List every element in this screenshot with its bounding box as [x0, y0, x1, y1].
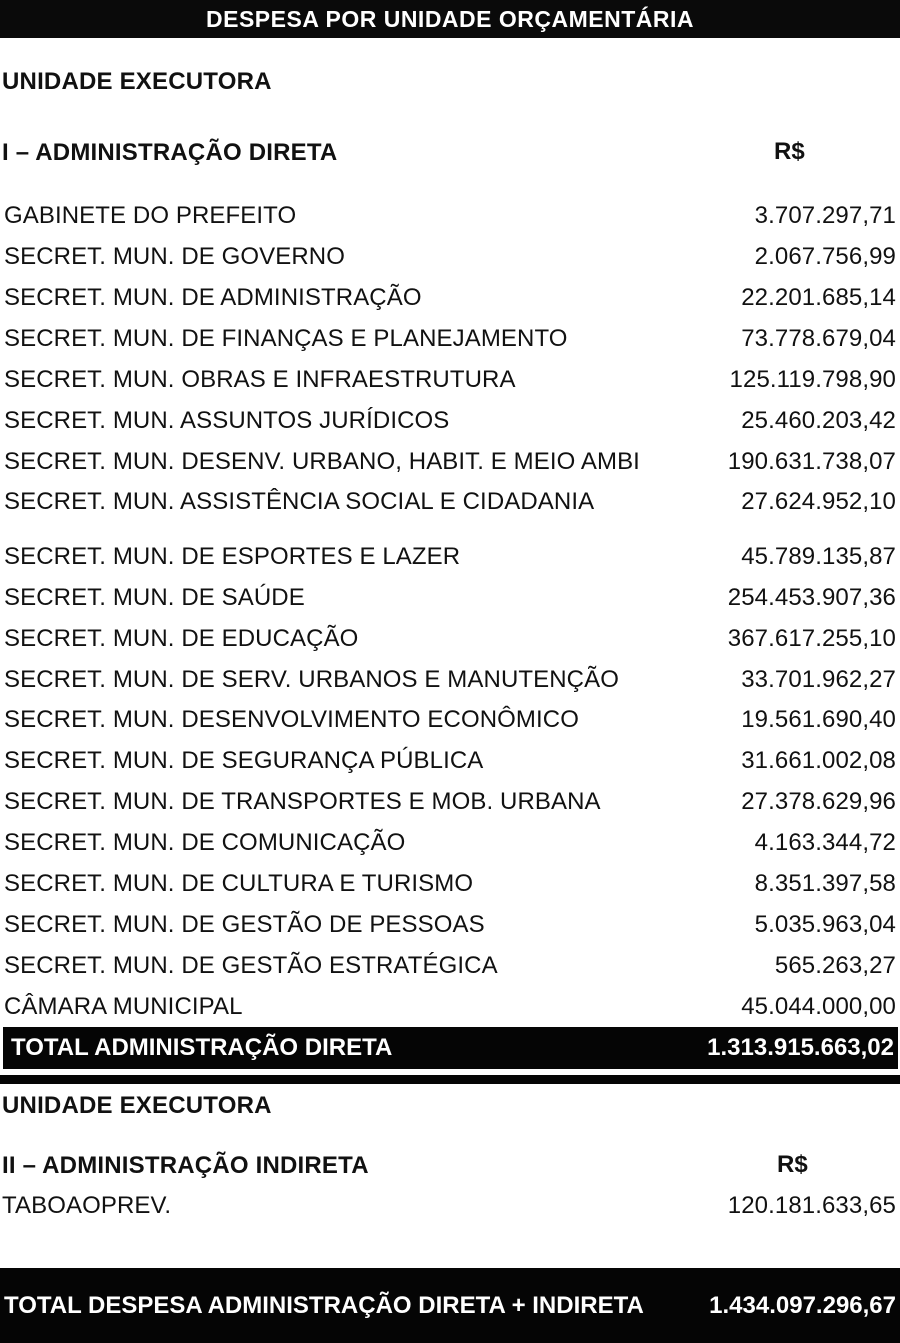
total-direct-label: TOTAL ADMINISTRAÇÃO DIRETA: [11, 1034, 393, 1061]
unit-value: 565.263,27: [774, 952, 896, 979]
unit-value: 73.778.679,04: [741, 325, 896, 352]
table-row: [4, 278, 896, 318]
unit-name: SECRET. MUN. ASSUNTOS JURÍDICOS: [4, 407, 450, 434]
unit-value: 2.067.756,99: [754, 243, 896, 270]
unit-name: SECRET. MUN. DE SAÚDE: [4, 584, 305, 611]
unit-value: 19.561.690,40: [741, 706, 896, 733]
total-direct-bar: [3, 1027, 898, 1069]
table-row: [4, 700, 896, 740]
unit-value: 3.707.297,71: [754, 202, 896, 229]
unit-name: GABINETE DO PREFEITO: [4, 202, 297, 229]
table-row: [4, 946, 896, 986]
grand-total-bar: [0, 1268, 900, 1343]
unit-name: SECRET. MUN. DE COMUNICAÇÃO: [4, 829, 406, 856]
table-row: [4, 196, 896, 236]
table-row: [4, 401, 896, 441]
unit-value: 5.035.963,04: [754, 911, 896, 938]
table-row: [4, 905, 896, 945]
unit-name: SECRET. MUN. DE ESPORTES E LAZER: [4, 543, 461, 570]
document-title: DESPESA POR UNIDADE ORÇAMENTÁRIA: [0, 0, 900, 38]
unit-name: SECRET. MUN. OBRAS E INFRAESTRUTURA: [4, 366, 516, 393]
unit-value: 27.624.952,10: [741, 488, 896, 515]
table-row: [4, 537, 896, 577]
total-direct-value: 1.313.915.663,02: [707, 1034, 894, 1061]
unit-name: SECRET. MUN. DESENVOLVIMENTO ECONÔMICO: [4, 706, 579, 733]
unit-name: TABOAOPREV.: [2, 1192, 172, 1219]
unit-name: SECRET. MUN. DESENV. URBANO, HABIT. E MEIO AMBI: [4, 448, 640, 475]
unit-value: 27.378.629,96: [741, 788, 896, 815]
unit-value: 8.351.397,58: [754, 870, 896, 897]
unit-name: SECRET. MUN. DE SEGURANÇA PÚBLICA: [4, 747, 484, 774]
unit-name: SECRET. MUN. DE GESTÃO ESTRATÉGICA: [4, 952, 498, 979]
unit-value: 190.631.738,07: [727, 448, 896, 475]
table-row: [4, 987, 896, 1027]
table-row: [4, 360, 896, 400]
currency-label-indirect: R$: [777, 1151, 808, 1178]
section-heading-indirect: II – ADMINISTRAÇÃO INDIRETA: [2, 1152, 369, 1179]
unit-value: 25.460.203,42: [741, 407, 896, 434]
unit-value: 33.701.962,27: [741, 666, 896, 693]
unit-value: 31.661.002,08: [741, 747, 896, 774]
section-heading-direct: I – ADMINISTRAÇÃO DIRETA: [2, 139, 338, 166]
unit-name: SECRET. MUN. DE EDUCAÇÃO: [4, 625, 359, 652]
unit-name: SECRET. MUN. ASSISTÊNCIA SOCIAL E CIDADANIA: [4, 488, 595, 515]
table-row: [4, 237, 896, 277]
unit-name: SECRET. MUN. DE ADMINISTRAÇÃO: [4, 284, 422, 311]
unit-value: 125.119.798,90: [729, 366, 896, 393]
table-row: [4, 319, 896, 359]
unit-name: SECRET. MUN. DE GOVERNO: [4, 243, 346, 270]
table-row: [4, 578, 896, 618]
table-row: [4, 660, 896, 700]
table-row: [4, 619, 896, 659]
currency-label-direct: R$: [774, 138, 805, 165]
unit-name: SECRET. MUN. DE FINANÇAS E PLANEJAMENTO: [4, 325, 568, 352]
unit-name: SECRET. MUN. DE CULTURA E TURISMO: [4, 870, 474, 897]
table-row: [4, 782, 896, 822]
unit-label-direct: UNIDADE EXECUTORA: [2, 68, 272, 95]
unit-name: SECRET. MUN. DE TRANSPORTES E MOB. URBANA: [4, 788, 601, 815]
unit-value: 367.617.255,10: [727, 625, 896, 652]
unit-name: SECRET. MUN. DE SERV. URBANOS E MANUTENÇÃO: [4, 666, 619, 693]
table-row: [4, 864, 896, 904]
grand-total-value: 1.434.097.296,67: [709, 1291, 896, 1319]
table-row: [2, 1186, 896, 1226]
unit-value: 22.201.685,14: [741, 284, 896, 311]
unit-value: 45.044.000,00: [741, 993, 896, 1020]
unit-value: 45.789.135,87: [741, 543, 896, 570]
unit-value: 254.453.907,36: [727, 584, 896, 611]
table-row: [4, 741, 896, 781]
table-row: [4, 442, 896, 482]
unit-name: CÂMARA MUNICIPAL: [4, 993, 243, 1020]
unit-label-indirect: UNIDADE EXECUTORA: [2, 1092, 272, 1119]
section-divider: [0, 1075, 900, 1084]
unit-value: 120.181.633,65: [727, 1192, 896, 1219]
table-row: [4, 482, 896, 522]
grand-total-label: TOTAL DESPESA ADMINISTRAÇÃO DIRETA + INDIRETA: [4, 1291, 644, 1319]
table-row: [4, 823, 896, 863]
unit-name: SECRET. MUN. DE GESTÃO DE PESSOAS: [4, 911, 485, 938]
unit-value: 4.163.344,72: [754, 829, 896, 856]
